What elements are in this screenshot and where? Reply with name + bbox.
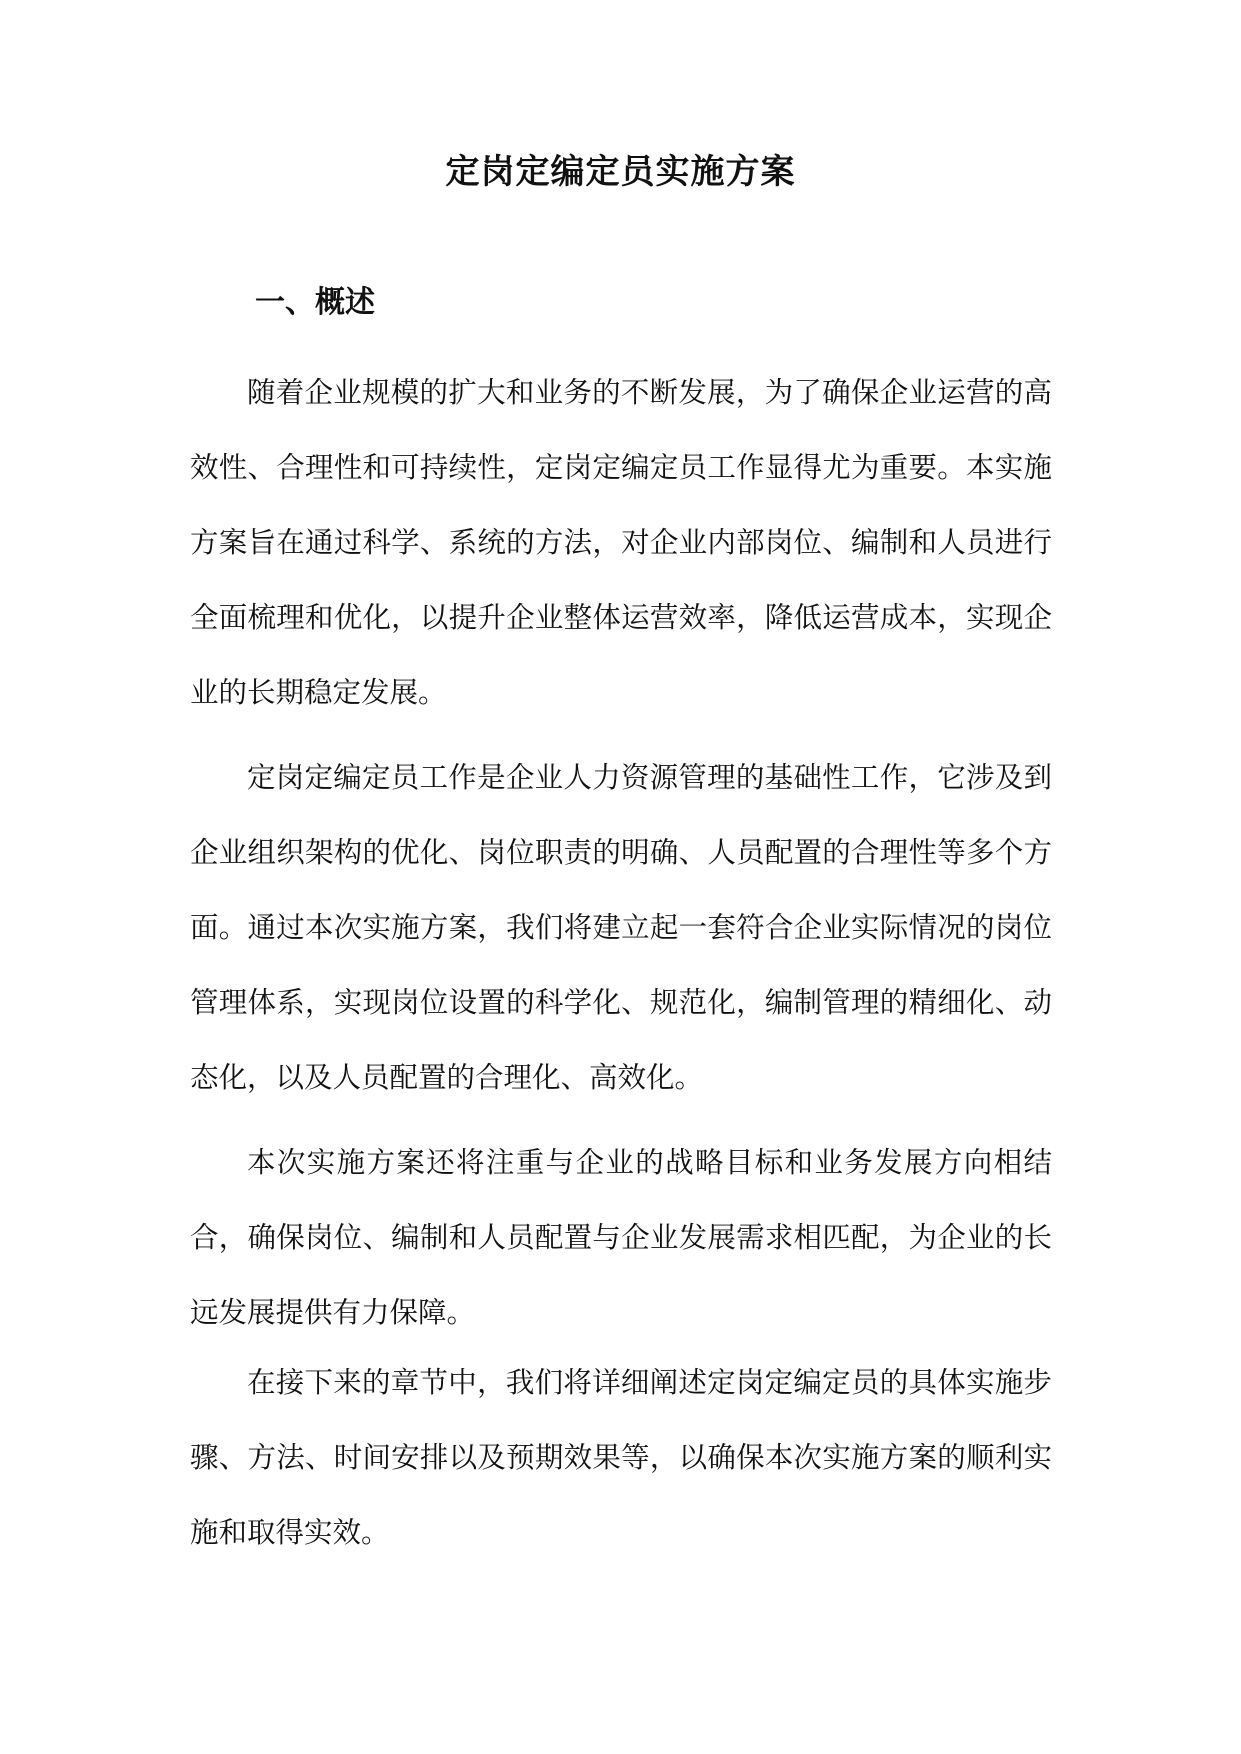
section-heading-overview: 一、概述 (255, 285, 375, 320)
paragraph: 在接下来的章节中，我们将详细阐述定岗定编定员的具体实施步骤、方法、时间安排以及预期效果等，以确保本次实施方案的顺利实施和取得实效。 (190, 1366, 1052, 1549)
document-title: 定岗定编定员实施方案 (445, 152, 796, 192)
paragraph: 定岗定编定员工作是企业人力资源管理的基础性工作，它涉及到企业组织架构的优化、岗位职责的明确、人员配置的合理性等多个方面。通过本次实施方案，我们将建立起一套符合企业实际情况的岗位管理体系，实现岗位设置的科学化、规范化，编制管理的精细化、动态化，以及人员配置的合理化、高效化。 (190, 761, 1052, 1094)
paragraph: 随着企业规模的扩大和业务的不断发展，为了确保企业运营的高效性、合理性和可持续性，定岗定编定员工作显得尤为重要。本实施方案旨在通过科学、系统的方法，对企业内部岗位、编制和人员进行全面梳理和优化，以提升企业整体运营效率，降低运营成本，实现企业的长期稳定发展。 (190, 376, 1052, 709)
paragraph: 本次实施方案还将注重与企业的战略目标和业务发展方向相结合，确保岗位、编制和人员配置与企业发展需求相匹配，为企业的长远发展提供有力保障。 (190, 1146, 1052, 1329)
